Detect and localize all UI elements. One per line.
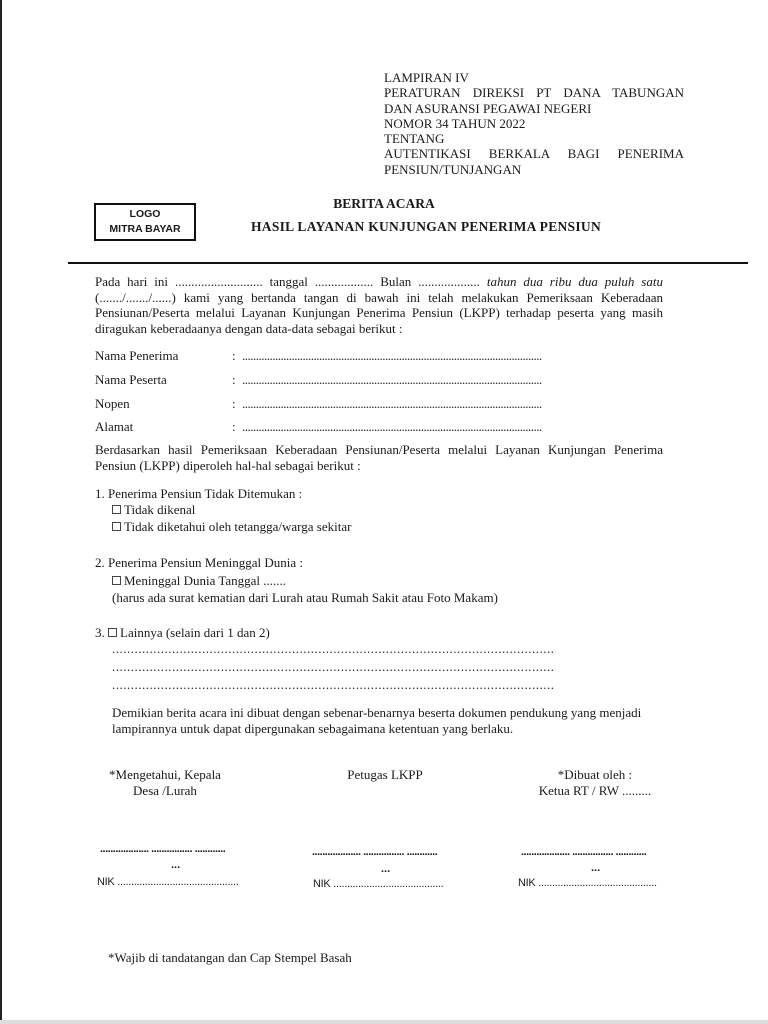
header-line-6: AUTENTIKASI BERKALA BAGI PENERIMA: [384, 146, 684, 162]
signature-title: *Mengetahui, Kepala: [109, 767, 221, 782]
signature-line-petugas[interactable]: ................... ................ ............: [312, 846, 438, 858]
page-bottom-edge: [0, 1020, 768, 1024]
signature-subtitle: Desa /Lurah: [133, 782, 197, 798]
other-blank-line-1[interactable]: ......................................................................................................................: [112, 641, 555, 656]
closing-paragraph: Demikian berita acara ini dibuat dengan sebenar-benarnya beserta dokumen pendukung yang menjadi lampirannya untuk dapat dipergunakan sebagaimana ketentuan yang berlaku.: [112, 705, 642, 736]
logo-placeholder: [94, 203, 196, 241]
signature-line-kepala-desa[interactable]: ................... ................ ............: [100, 843, 226, 855]
field-colon: :: [232, 348, 236, 363]
option-label: Meninggal Dunia Tanggal .......: [124, 573, 287, 588]
document-title: BERITA ACARA: [333, 196, 435, 211]
header-divider: [68, 262, 748, 264]
intro-italic-year: tahun dua ribu dua puluh satu: [486, 274, 663, 289]
field-blank-nama-peserta[interactable]: .............................................................................................................: [242, 372, 542, 387]
logo-line-1: LOGO: [129, 208, 161, 220]
nik-field-petugas[interactable]: NIK ........................................: [313, 878, 444, 890]
checkbox-icon[interactable]: [112, 505, 121, 514]
intro-text-2: (......./......./......) kami yang bertanda tangan di bawah ini telah melakukan Pemeriksaan Keberadaan Pensiunan/Peserta melalui Layanan Kunjungan Penerima Pensiun (LKPP) terhadap peserta yang masih diragukan keberadaanya dengan data-data sebagai berikut :: [95, 289, 663, 336]
section-1-title: 1. Penerima Pensiun Tidak Ditemukan :: [95, 486, 303, 501]
option-tidak-dikenal[interactable]: [112, 502, 195, 518]
field-blank-nopen[interactable]: .............................................................................................................: [242, 396, 542, 411]
field-blank-alamat[interactable]: .............................................................................................................: [242, 419, 542, 434]
header-line-4: NOMOR 34 TAHUN 2022: [384, 115, 526, 131]
signature-title: Petugas LKPP: [347, 767, 423, 782]
signature-dots: ...: [171, 859, 181, 871]
field-label-nama-peserta: Nama Peserta: [95, 372, 167, 387]
option-label: Tidak dikenal: [124, 502, 196, 517]
signature-head-petugas: [310, 767, 460, 783]
header-line-1: LAMPIRAN IV: [384, 70, 469, 85]
regulation-header: [384, 70, 684, 177]
page-left-edge: [0, 0, 2, 1024]
section-3-title: Lainnya (selain dari 1 dan 2): [120, 625, 270, 640]
nik-field-ketua-rt[interactable]: NIK ...........................................: [518, 877, 657, 889]
field-label-nopen: Nopen: [95, 396, 130, 411]
section-2-note: (harus ada surat kematian dari Lurah atau Rumah Sakit atau Foto Makam): [112, 590, 498, 605]
section-3-number: 3.: [95, 625, 105, 640]
option-meninggal-dunia[interactable]: [112, 573, 286, 589]
intro-text-1: Pada hari ini ........................... tanggal .................. Bulan ...................: [95, 274, 487, 289]
signature-head-ketua-rt: [515, 767, 675, 798]
signature-head-kepala-desa: [90, 767, 240, 798]
checkbox-icon[interactable]: [112, 522, 121, 531]
field-label-alamat: Alamat: [95, 419, 134, 434]
signature-subtitle: Ketua RT / RW .........: [538, 782, 652, 798]
other-blank-line-3[interactable]: ......................................................................................................................: [112, 677, 555, 692]
section-2-title: 2. Penerima Pensiun Meninggal Dunia :: [95, 555, 303, 570]
footnote: *Wajib di tandatangan dan Cap Stempel Basah: [108, 950, 352, 965]
field-blank-nama-penerima[interactable]: .............................................................................................................: [242, 348, 542, 363]
nik-field-kepala-desa[interactable]: NIK ............................................: [97, 876, 239, 888]
header-line-3: DAN ASURANSI PEGAWAI NEGERI: [384, 100, 592, 116]
header-line-7: PENSIUN/TUNJANGAN: [384, 161, 522, 177]
field-colon: :: [232, 419, 236, 434]
option-lainnya[interactable]: [95, 625, 270, 641]
option-tidak-diketahui[interactable]: [112, 519, 351, 535]
checkbox-icon[interactable]: [108, 628, 117, 637]
option-label: Tidak diketahui oleh tetangga/warga sekitar: [124, 519, 352, 534]
signature-dots: ...: [381, 863, 391, 875]
header-line-5: TENTANG: [384, 131, 445, 147]
signature-title: *Dibuat oleh :: [557, 767, 633, 782]
header-line-2: PERATURAN DIREKSI PT DANA TABUNGAN: [384, 85, 684, 101]
field-colon: :: [232, 396, 236, 411]
logo-line-2: MITRA BAYAR: [109, 223, 181, 235]
result-intro-paragraph: Berdasarkan hasil Pemeriksaan Keberadaan Pensiunan/Peserta melalui Layanan Kunjungan Penerima Pensiun (LKPP) diperoleh hal-hal sebagai berikut :: [95, 442, 663, 473]
checkbox-icon[interactable]: [112, 576, 121, 585]
signature-dots: ...: [591, 862, 601, 874]
signature-line-ketua-rt[interactable]: ................... ................ ............: [521, 846, 647, 858]
field-colon: :: [232, 372, 236, 387]
document-subtitle: HASIL LAYANAN KUNJUNGAN PENERIMA PENSIUN: [250, 219, 602, 234]
other-blank-line-2[interactable]: ......................................................................................................................: [112, 659, 555, 674]
field-label-nama-penerima: Nama Penerima: [95, 348, 179, 363]
intro-paragraph: [95, 274, 663, 336]
